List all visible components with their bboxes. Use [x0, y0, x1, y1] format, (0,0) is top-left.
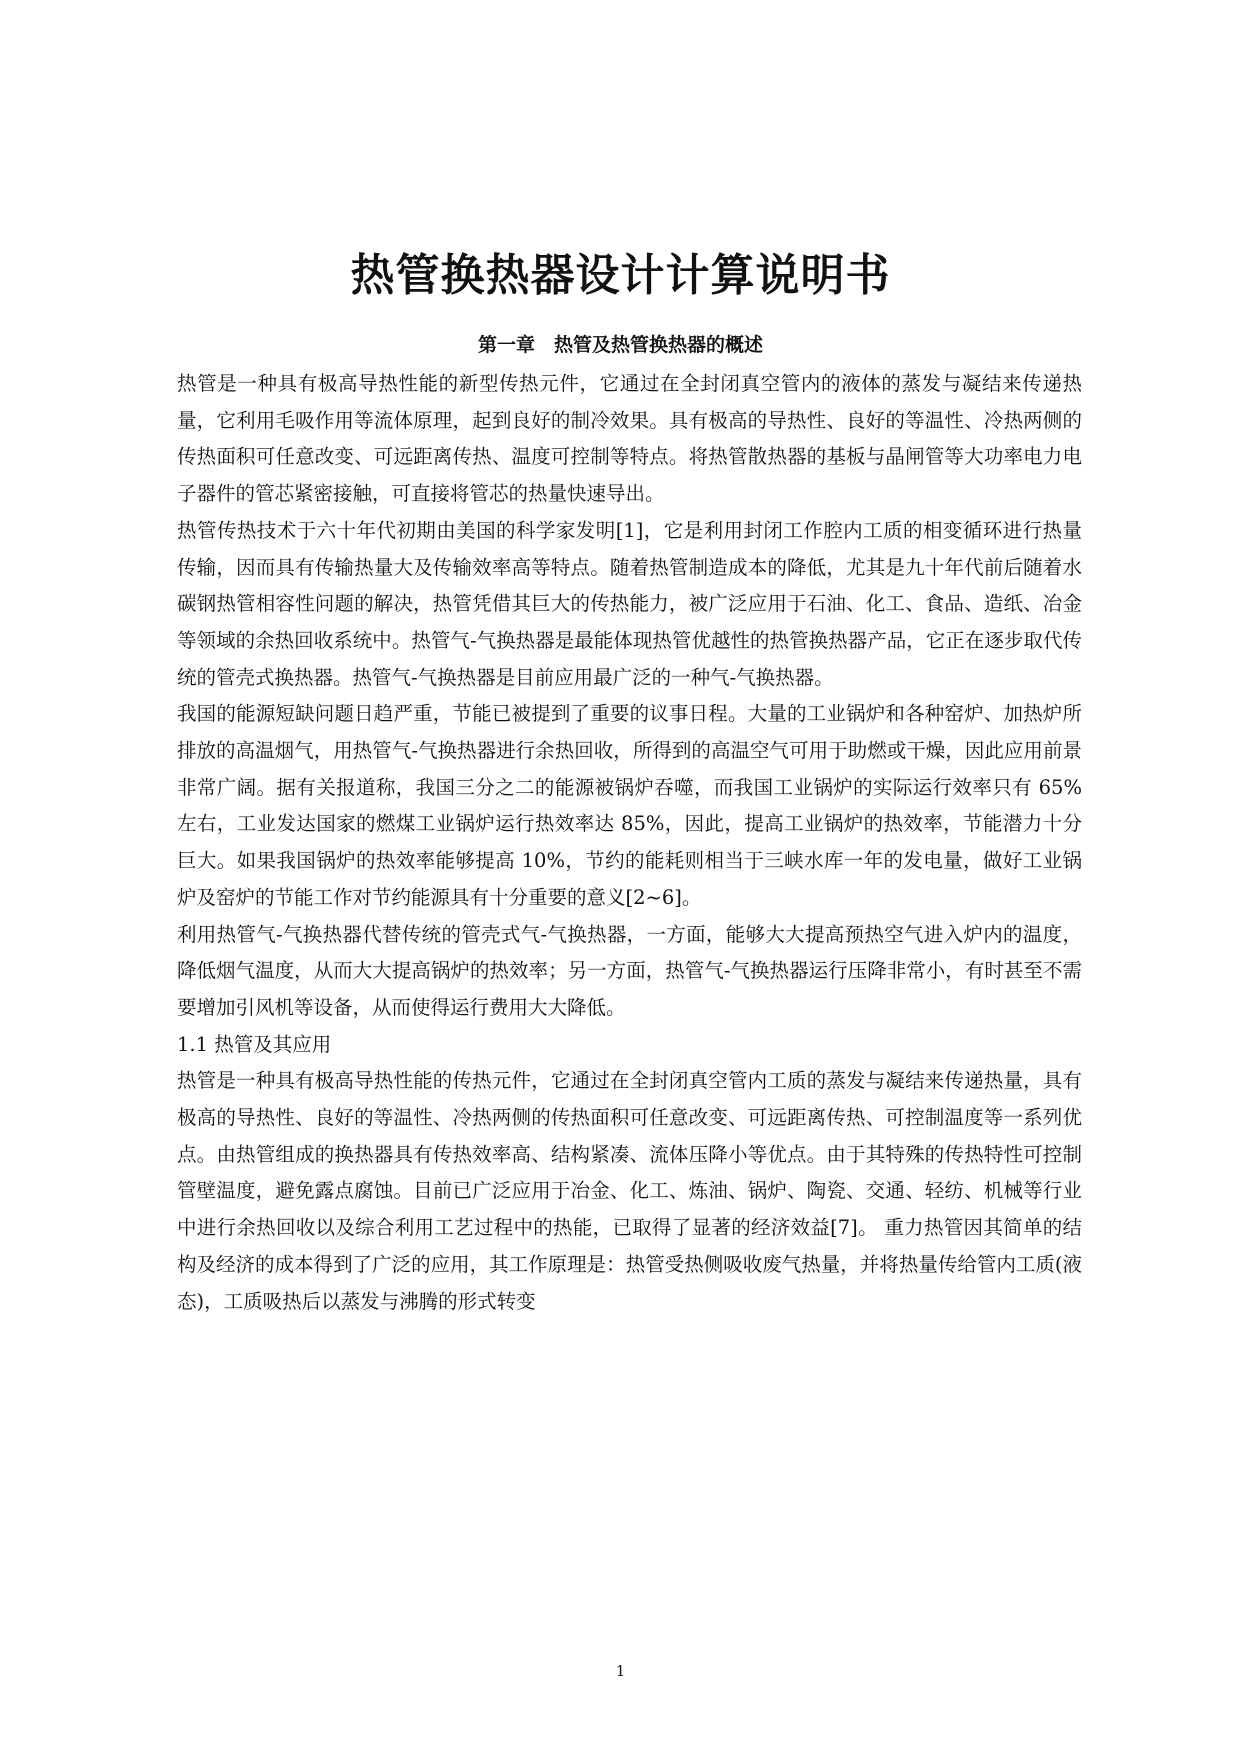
section-heading: 1.1 热管及其应用: [177, 1032, 332, 1056]
document-title: 热管换热器设计计算说明书: [350, 250, 891, 301]
paragraph: 利用热管气-气换热器代替传统的管壳式气-气换热器，一方面，能够大大提高预热空气进入炉内的温度，降低烟气温度，从而大大提高锅炉的热效率；另一方面，热管气-气换热器运行压降非常小，有时甚至不需要增加引风机等设备，从而使得运行费用大大降低。: [177, 922, 1082, 1019]
paragraph: 我国的能源短缺问题日趋严重，节能已被提到了重要的议事日程。大量的工业锅炉和各种窑炉、加热炉所排放的高温烟气，用热管气-气换热器进行余热回收，所得到的高温空气可用于助燃或干燥，因此应用前景非常广阔。据有关报道称，我国三分之二的能源被锅炉吞噬，而我国工业锅炉的实际运行效率只有 65%左右，工业发达国家的燃煤工业锅炉运行热效率达 85%，因此，提高工业锅炉的热效率，节能潜力十分巨大。如果我国锅炉的热效率能够提高 10%，节约的能耗则相当于三峡水库一年的发电量，做好工业锅炉及窑炉的节能工作对节约能源具有十分重要的意义[2~6]。: [177, 702, 1082, 909]
page-number: 1: [615, 1662, 626, 1680]
document-body: [177, 366, 1082, 1320]
chapter-title: 第一章 热管及热管换热器的概述: [477, 334, 763, 356]
paragraph: 热管传热技术于六十年代初期由美国的科学家发明[1]，它是利用封闭工作腔内工质的相变循环进行热量传输，因而具有传输热量大及传输效率高等特点。随着热管制造成本的降低，尤其是九十年代前后随着水碳钢热管相容性问题的解决，热管凭借其巨大的传热能力，被广泛应用于石油、化工、食品、造纸、冶金等领域的余热回收系统中。热管气-气换热器是最能体现热管优越性的热管换热器产品，它正在逐步取代传统的管壳式换热器。热管气-气换热器是目前应用最广泛的一种气-气换热器。: [177, 518, 1082, 689]
paragraph: 热管是一种具有极高导热性能的新型传热元件，它通过在全封闭真空管内的液体的蒸发与凝结来传递热量，它利用毛吸作用等流体原理，起到良好的制冷效果。具有极高的导热性、良好的等温性、冷热两侧的传热面积可任意改变、可远距离传热、温度可控制等特点。将热管散热器的基板与晶闸管等大功率电力电子器件的管芯紧密接触，可直接将管芯的热量快速导出。: [177, 372, 1082, 506]
paragraph: 热管是一种具有极高导热性能的传热元件，它通过在全封闭真空管内工质的蒸发与凝结来传递热量，具有极高的导热性、良好的等温性、冷热两侧的传热面积可任意改变、可远距离传热、可控制温度等一系列优点。由热管组成的换热器具有传热效率高、结构紧凑、流体压降小等优点。由于其特殊的传热特性可控制管壁温度，避免露点腐蚀。目前已广泛应用于冶金、化工、炼油、锅炉、陶瓷、交通、轻纺、机械等行业中进行余热回收以及综合利用工艺过程中的热能，已取得了显著的经济效益[7]。 重力热管因其简单的结构及经济的成本得到了广泛的应用，其工作原理是：热管受热侧吸收废气热量，并将热量传给管内工质(液态)，工质吸热后以蒸发与沸腾的形式转变: [177, 1069, 1082, 1313]
